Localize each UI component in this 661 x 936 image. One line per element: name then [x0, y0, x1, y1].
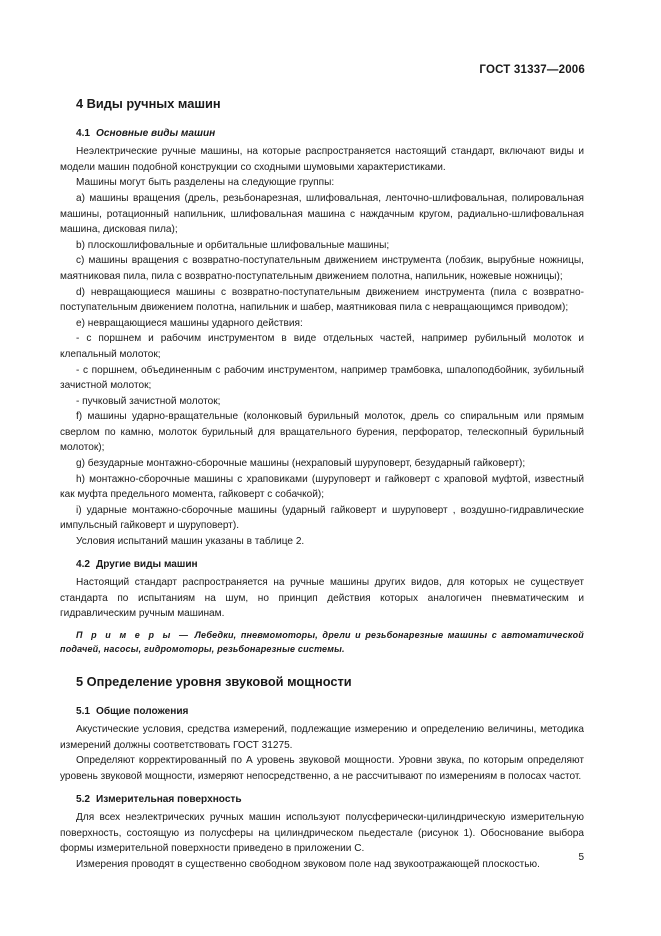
note-text: Лебедки, пневмомоторы, дрели и резьбонарезные машины с автоматической подачей, насосы, гидромоторы, резьбонарезные системы. [60, 630, 584, 654]
note-label: П р и м е р ы — [76, 630, 191, 640]
examples-note [60, 628, 584, 656]
paragraph: Определяют корректированный по А уровень звуковой мощности. Уровни звука, по которым определяют уровень звуковой мощности, измеряют непосредственно, а не рассчитывают по измерениям в полосах частот. [60, 755, 584, 782]
paragraph: Неэлектрические ручные машины, на которые распространяется настоящий стандарт, включают виды и модели машин подобной конструкции со сходными шумовыми характеристиками. [60, 146, 584, 173]
paragraph: Машины могут быть разделены на следующие группы: [76, 177, 335, 189]
list-item: b) плоскошлифовальные и орбитальные шлифовальные машины; [76, 239, 390, 251]
page-content [60, 96, 584, 873]
list-item: a) машины вращения (дрель, резьбонарезная, шлифовальная, ленточно-шлифовальная, полировальная машины, ротационный напильник, шлифовальная машина с наждачным кругом, радиально-шлифовальная машина, дисковая пила); [60, 192, 584, 236]
list-item: h) монтажно-сборочные машины с храповиками (шуруповерт и гайковерт с храповой муфтой, известный как муфта предельного момента, гайковерт с собачкой); [60, 473, 584, 501]
list-item: f) машины ударно-вращательные (колонковый бурильный молоток, дрель со спиральным или прямым сверлом по камню, молоток бурильный для вращательного бурения, перфоратор, телескопный бурильный молоток); [60, 411, 584, 454]
paragraph: Измерения проводят в существенно свободном звуковом поле над звукоотражающей плоскостью. [76, 858, 540, 870]
subsection-number: 5.2 [76, 793, 91, 805]
subsection-number: 4.1 [76, 127, 91, 139]
paragraph: Настоящий стандарт распространяется на ручные машины других видов, для которых не существует стандарта по испытаниям на шум, но принцип действия которых аналогичен пневматическим и гидравлическим ручным машинам. [60, 577, 584, 620]
list-item: d) невращающиеся машины с возвратно-поступательным движением инструмента (пила с возвратно-поступательным движением полотна, напильник и шабер, маятниковая пила с невращающимся приводом); [60, 286, 584, 314]
section-4-title: 4 Виды ручных машин [76, 96, 221, 111]
paragraph: Акустические условия, средства измерений, подлежащие измерению и определению величины, методика измерений должны соответствовать ГОСТ 31275. [60, 724, 584, 751]
document-header: ГОСТ 31337—2006 [479, 64, 585, 76]
subsection-number: 4.2 [76, 558, 91, 570]
subsection-title: Другие виды машин [96, 558, 198, 570]
list-item: - с поршнем, объединенным с рабочим инструментом, например трамбовка, шпалоподбойник, зубильный зачистной молоток; [60, 364, 584, 392]
subsection-4-1-heading [76, 126, 584, 142]
list-item: - с поршнем и рабочим инструментом в виде отдельных частей, например рубильный молоток и клепальный молоток; [60, 333, 584, 360]
paragraph: Для всех неэлектрических ручных машин используют полусферически-цилиндрическую измерительную поверхность, состоящую из полусферы на цилиндрическом пьедестале (рисунок 1). Обоснование выбора формы измерительной поверхности приведено в приложении С. [60, 812, 584, 855]
list-item: e) невращающиеся машины ударного действия: [76, 317, 303, 329]
paragraph: Условия испытаний машин указаны в таблице 2. [76, 536, 305, 548]
subsection-5-2-heading [76, 792, 584, 808]
list-item: i) ударные монтажно-сборочные машины (ударный гайковерт и шуруповерт , воздушно-гидравлические импульсный гайковерт и шуруповерт). [60, 504, 584, 532]
subsection-5-1-heading [76, 704, 584, 720]
list-item: - пучковый зачистной молоток; [76, 395, 221, 407]
subsection-title: Общие положения [96, 705, 189, 717]
list-item: c) машины вращения с возвратно-поступательным движением инструмента (лобзик, вырубные ножницы, маятниковая пила, пила с возвратно-поступательным движением полотна, напильник, ножевые ножницы); [60, 255, 584, 282]
subsection-title: Измерительная поверхность [96, 793, 242, 805]
subsection-4-2-heading [76, 557, 584, 573]
list-item: g) безударные монтажно-сборочные машины (нехраповый шуруповерт, безударный гайковерт); [76, 458, 526, 470]
section-5-title: 5 Определение уровня звуковой мощности [76, 674, 352, 689]
page-number: 5 [578, 852, 584, 863]
subsection-number: 5.1 [76, 705, 91, 717]
subsection-title: Основные виды машин [96, 127, 216, 139]
